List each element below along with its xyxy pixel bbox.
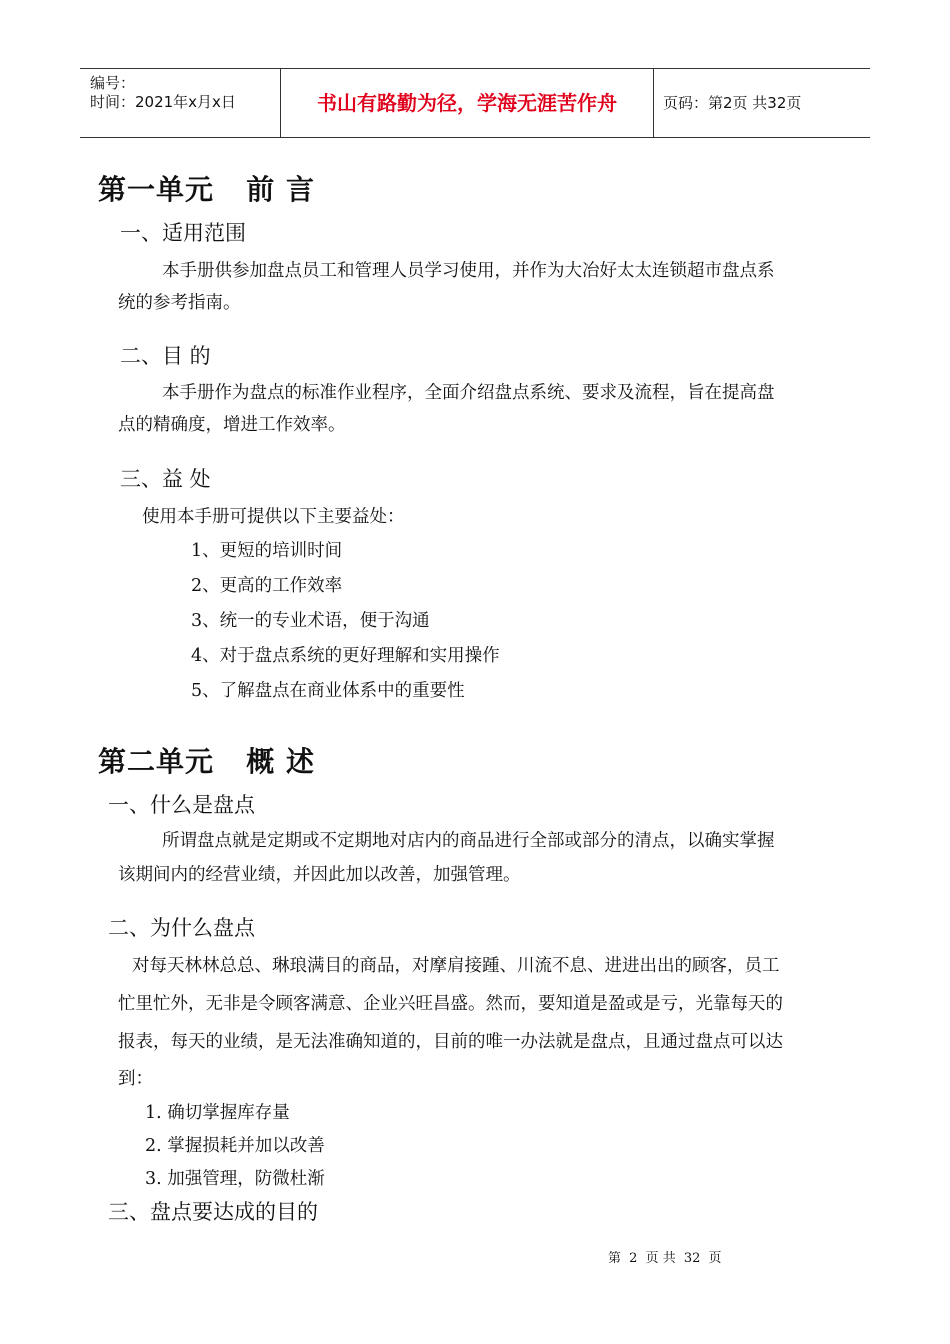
unit1-section2-title: 二、目 的 [120,344,211,368]
header-page-info: 页码：第2页 共32页 [663,94,802,112]
unit1-section3-title: 三、益 处 [120,467,211,491]
list-item: 4、对于盘点系统的更好理解和实用操作 [191,646,500,666]
list-item: 3、统一的专业术语，便于沟通 [191,611,430,631]
footer-total-pages: 32 [683,1251,701,1266]
header-meta-cell [80,69,281,137]
unit2-title: 第二单元 概 述 [98,745,315,778]
unit1-section2-paragraph-line1: 本手册作为盘点的标准作业程序，全面介绍盘点系统、要求及流程，旨在提高盘 [162,383,775,403]
footer-suffix: 页 [708,1251,722,1266]
footer-page-number: 2 [629,1251,638,1266]
list-item: 5、了解盘点在商业体系中的重要性 [191,681,465,701]
footer-prefix: 第 [608,1251,622,1266]
list-item: 1. 确切掌握库存量 [145,1103,290,1123]
unit1-section1-title: 一、适用范围 [120,221,246,245]
unit2-section3-title: 三、盘点要达成的目的 [108,1200,318,1224]
unit1-section2-paragraph-line2: 点的精确度，增进工作效率。 [118,415,346,435]
unit1-section1-paragraph-line2: 统的参考指南。 [118,293,241,313]
list-item: 2. 掌握损耗并加以改善 [145,1136,325,1156]
unit2-section2-paragraph-line2: 忙里忙外，无非是令顾客满意、企业兴旺昌盛。然而，要知道是盈或是亏，光靠每天的 [118,994,783,1014]
list-item: 2、更高的工作效率 [191,576,343,596]
number-label: 编号： [90,74,136,92]
page-footer [608,1247,726,1266]
unit2-section1-title: 一、什么是盘点 [108,793,255,817]
document-header [80,68,870,138]
unit1-title: 第一单元 前 言 [98,173,315,206]
list-item: 1、更短的培训时间 [191,541,343,561]
list-item: 3. 加强管理，防微杜渐 [145,1169,325,1189]
unit2-section2-paragraph-line1: 对每天林林总总、琳琅满目的商品，对摩肩接踵、川流不息、进进出出的顾客，员工 [132,956,780,976]
time-label: 时间：2021年x月x日 [90,93,236,111]
unit2-section1-paragraph-line1: 所谓盘点就是定期或不定期地对店内的商品进行全部或部分的清点，以确实掌握 [162,831,775,851]
unit2-section1-paragraph-line2: 该期间内的经营业绩，并因此加以改善，加强管理。 [118,865,521,885]
header-motto: 书山有路勤为径，学海无涯苦作舟 [281,69,654,137]
unit2-section2-paragraph-line4: 到： [118,1069,153,1089]
unit2-section2-paragraph-line3: 报表，每天的业绩，是无法准确知道的，目前的唯一办法就是盘点，且通过盘点可以达 [118,1032,783,1052]
footer-mid: 页 共 [645,1251,676,1266]
unit2-section2-title: 二、为什么盘点 [108,916,255,940]
unit1-section1-paragraph-line1: 本手册供参加盘点员工和管理人员学习使用，并作为大冶好太太连锁超市盘点系 [162,261,775,281]
unit1-section3-intro: 使用本手册可提供以下主要益处： [142,507,405,527]
